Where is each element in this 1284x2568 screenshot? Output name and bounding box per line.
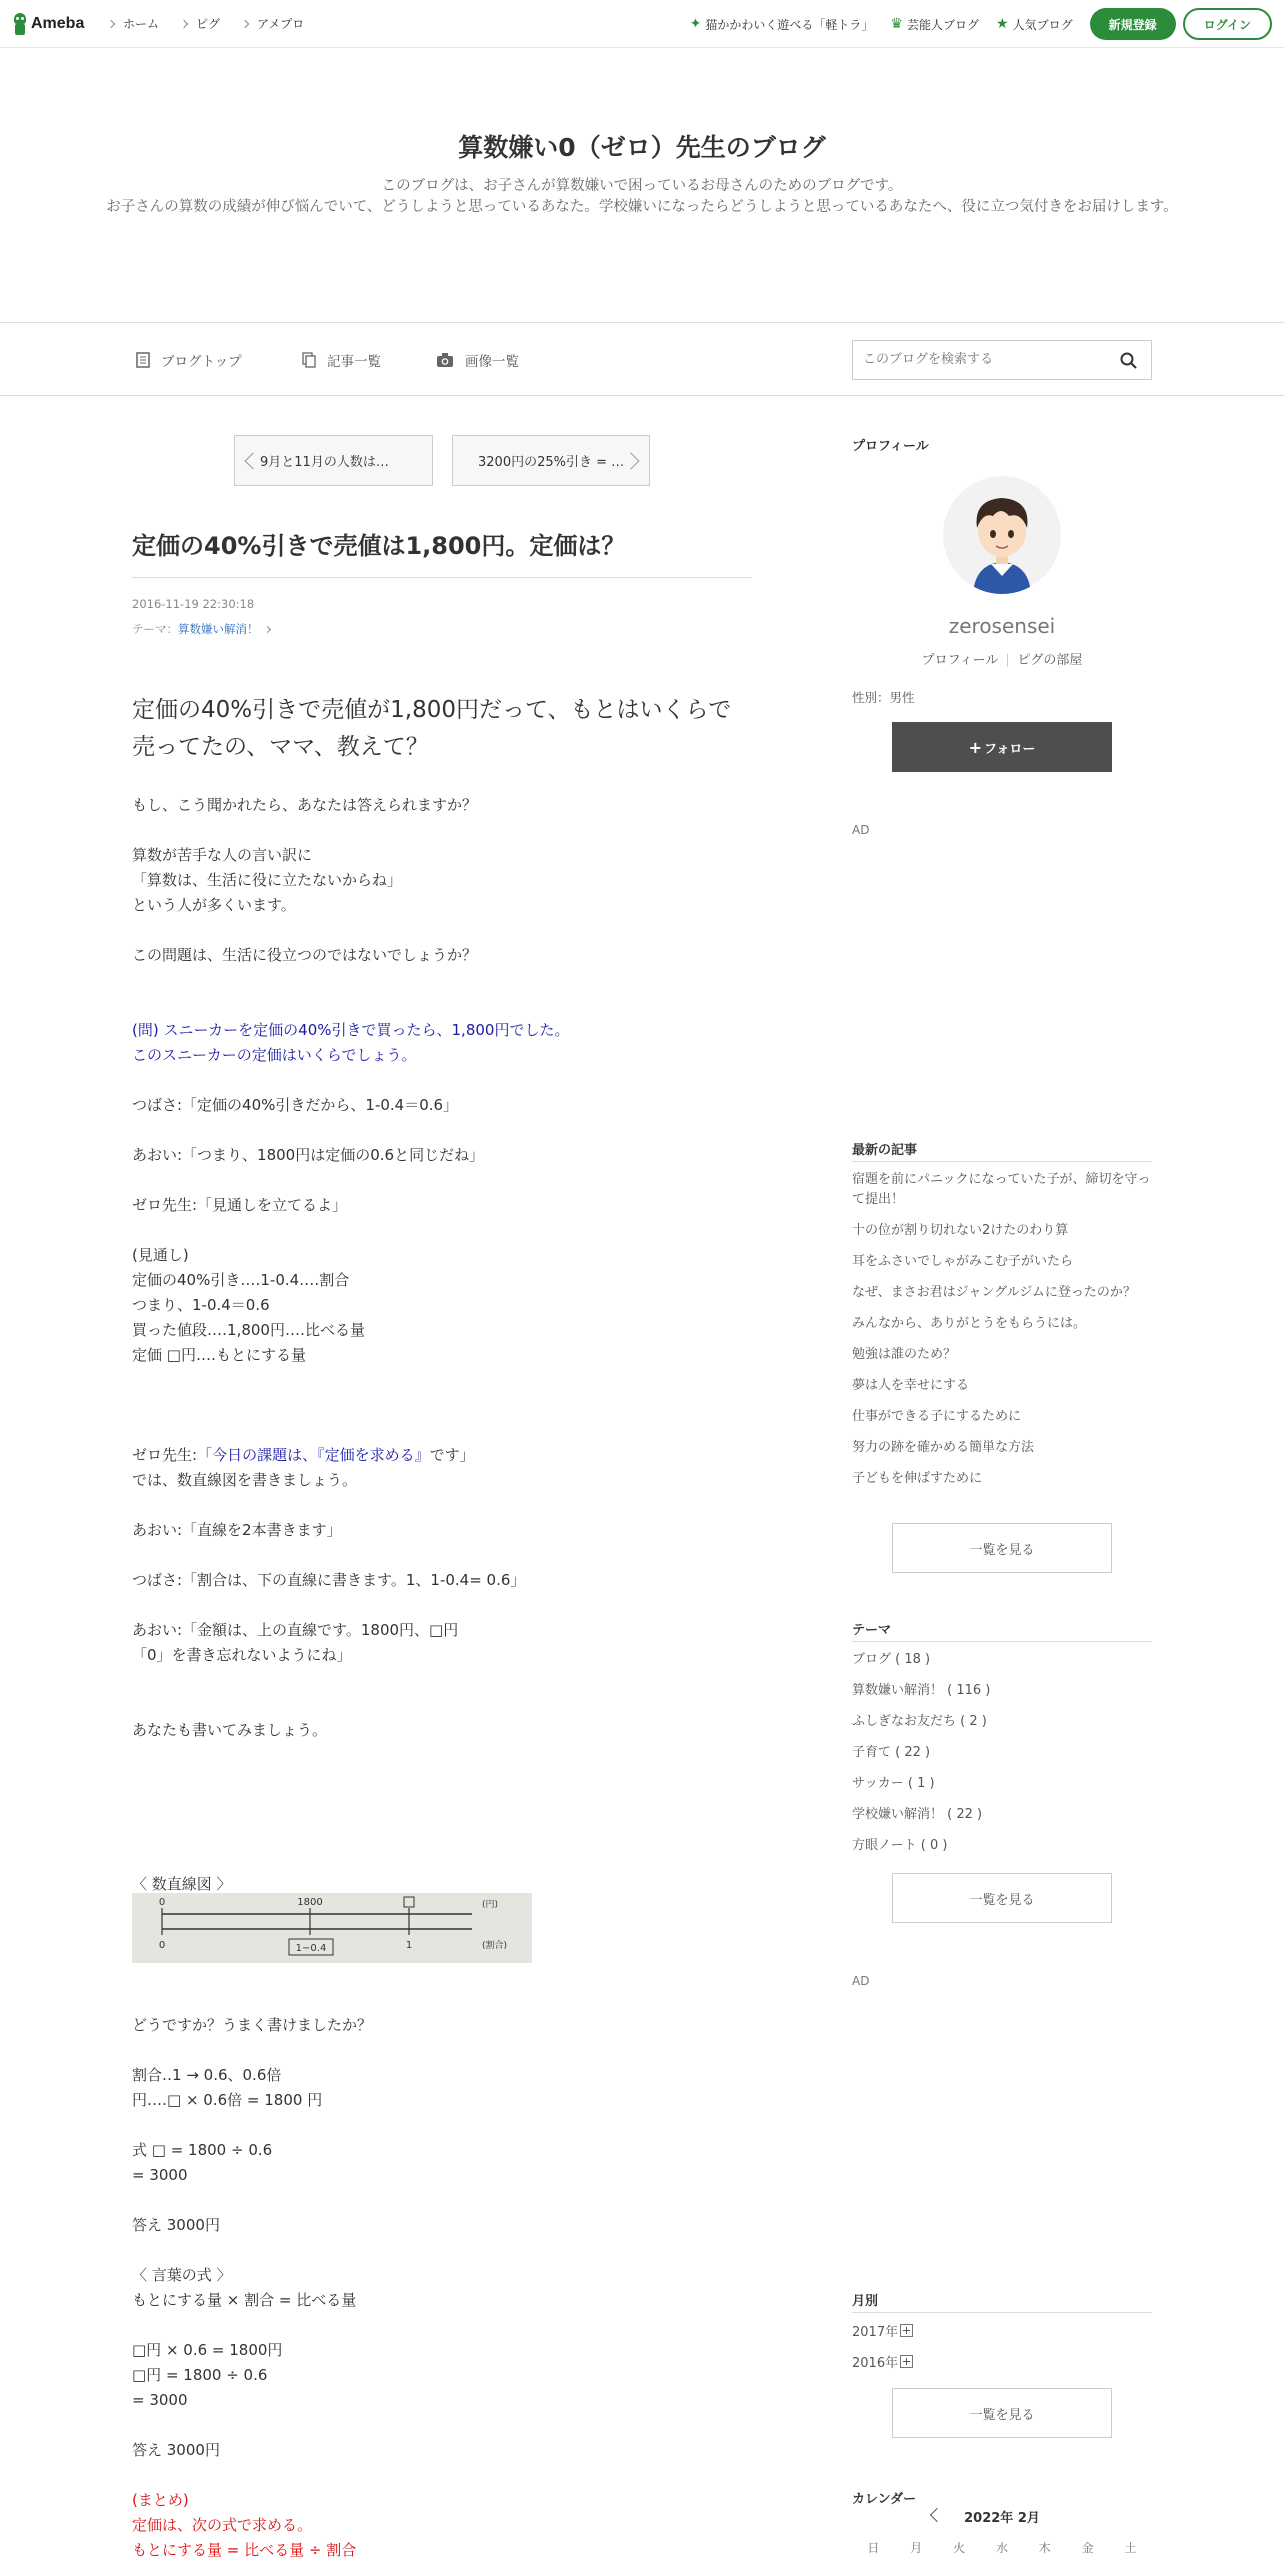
paragraph: ゼロ先生:「見通しを立てるよ」 — [132, 1196, 348, 1214]
blog-header — [0, 48, 1284, 323]
theme-link[interactable]: 方眼ノート ( 0 ) — [852, 1838, 948, 1853]
highlight-text: 今日の課題は、『定価を求める』 — [212, 1446, 430, 1464]
weekday: 木 — [1038, 2541, 1051, 2555]
profile-links — [852, 649, 1152, 668]
celebrity-blog-label: 芸能人ブログ — [906, 17, 979, 32]
plus-icon: + — [968, 737, 983, 757]
theme-link[interactable]: ふしぎなお友だち ( 2 ) — [852, 1714, 987, 1729]
bottom-zero: 0 — [158, 1940, 166, 1951]
month-see-all-button[interactable]: 一覧を見る — [892, 2388, 1112, 2438]
blog-description-line: このブログは、お子さんが算数嫌いで困っているお母さんのためのブログです。 — [381, 178, 903, 194]
logo-text: Ameba — [31, 15, 85, 32]
chevron-right-icon — [623, 453, 640, 470]
calendar-heading: カレンダー — [852, 2492, 917, 2507]
calendar-month: 2022年 2月 — [964, 2511, 1040, 2526]
calendar-weekdays — [852, 2539, 1152, 2556]
profile-link[interactable]: プロフィール — [921, 653, 999, 668]
document-icon — [136, 352, 150, 368]
weekday: 土 — [1124, 2541, 1137, 2555]
global-nav — [108, 15, 326, 32]
blog-description-line: お子さんの算数の成績が伸び悩んでいて、どうしようと思っているあなた。学校嫌いになったらどうしようと思っているあなたへ、役に立つ気付きをお届けします。 — [106, 199, 1178, 215]
month-2016[interactable] — [852, 2352, 913, 2371]
blog-search-input[interactable] — [863, 352, 1103, 367]
recent-entry-link[interactable]: 耳をふさいでしゃがみこむ子がいたら — [852, 1254, 1074, 1269]
recent-entry-link[interactable]: 夢は人を幸せにする — [852, 1378, 970, 1393]
nav-link-pig[interactable] — [181, 15, 220, 32]
unknown-box — [404, 1897, 414, 1907]
paragraph: 式 □ = 1800 ÷ 0.6 = 3000 — [132, 2141, 273, 2184]
divider — [132, 577, 752, 578]
blog-top-label: ブログトップ — [161, 354, 242, 370]
chevron-right-icon — [180, 19, 188, 27]
figure-label: 〈 数直線図 〉 — [132, 1875, 232, 1893]
paragraph: つばさ:「定価の40%引きだから、1-0.4＝0.6」 — [132, 1096, 459, 1114]
entry-title[interactable]: 定価の40%引きで売値は1,800円。定価は？ — [132, 532, 626, 560]
theme-see-all-button[interactable]: 一覧を見る — [892, 1873, 1112, 1923]
theme-link[interactable]: 算数嫌い解消！ ( 116 ) — [852, 1683, 991, 1698]
crown-icon: ♛ — [890, 16, 903, 32]
next-entry-link[interactable] — [452, 435, 650, 486]
profile-name[interactable]: zerosensei — [948, 614, 1056, 638]
popular-blog-link[interactable] — [996, 16, 1073, 33]
chevron-right-icon — [241, 19, 249, 27]
bottom-unit: (割合) — [482, 1941, 508, 1951]
popular-blog-label: 人気ブログ — [1012, 17, 1073, 32]
paragraph: 算数が苦手な人の言い訳に 「算数は、生活に役に立たないからね」 という人が多くいます。 — [132, 846, 403, 914]
entry-list-label: 記事一覧 — [327, 354, 381, 370]
month-heading: 月別 — [852, 2294, 879, 2309]
pig-room-link[interactable]: ピグの部屋 — [1017, 653, 1083, 668]
paragraph — [132, 1418, 752, 1468]
login-button[interactable]: ログイン — [1183, 8, 1272, 40]
paragraph: あおい:「金額は、上の直線です。1800円、□円 「0」を書き忘れないようにね」 — [132, 1621, 459, 1664]
text-span: です」 — [429, 1446, 475, 1464]
blog-top-link[interactable] — [136, 350, 242, 370]
next-entry-label: 3200円の25%引き = … — [478, 455, 625, 470]
ameba-logo-icon — [12, 13, 28, 35]
weekday: 水 — [995, 2541, 1008, 2555]
weekday: 火 — [953, 2541, 966, 2555]
theme-heading: テーマ — [852, 1623, 892, 1638]
theme-list — [852, 1650, 1152, 1867]
avatar[interactable] — [943, 476, 1061, 594]
profile-heading: プロフィール — [852, 439, 929, 454]
blog-title[interactable]: 算数嫌い0（ゼロ）先生のブログ — [458, 133, 826, 162]
prev-entry-label: 9月と11月の人数は… — [260, 455, 389, 470]
chevron-right-icon — [107, 19, 115, 27]
theme-link[interactable]: サッカー ( 1 ) — [852, 1776, 935, 1791]
recent-heading: 最新の記事 — [852, 1143, 918, 1158]
paragraph: もし、こう聞かれたら、あなたは答えられますか？ — [132, 796, 478, 814]
nav-link-amepro[interactable] — [242, 15, 304, 32]
expand-icon[interactable] — [900, 2324, 913, 2337]
text-span: ゼロ先生:「 — [132, 1446, 213, 1464]
paragraph: どうですか？うまく書けましたか？ — [132, 2016, 373, 2034]
promo-link-label: 猫かかわいく遊べる「軽トラ」 — [705, 17, 874, 32]
top-value: 1800 — [297, 1897, 323, 1908]
recent-list — [852, 1170, 1152, 1500]
blog-description — [75, 176, 1209, 218]
image-list-label: 画像一覧 — [465, 354, 519, 370]
paragraph: この問題は、生活に役立つのではないでしょうか？ — [132, 946, 478, 964]
paragraph: □円 × 0.6 = 1800円 □円 = 1800 ÷ 0.6 = 3000 — [132, 2341, 283, 2409]
top-zero: 0 — [158, 1897, 166, 1908]
chevron-left-icon — [245, 453, 262, 470]
nav-link-home[interactable] — [108, 15, 159, 32]
image-list-link[interactable] — [436, 350, 519, 370]
recent-entry-link[interactable]: 努力の跡を確かめる簡単な方法 — [852, 1440, 1035, 1455]
search-icon[interactable] — [1120, 352, 1137, 369]
copy-icon — [302, 352, 316, 368]
recent-entry-link[interactable]: 十の位が割り切れない2けたのわり算 — [852, 1223, 1069, 1238]
ad-label: AD — [852, 1974, 870, 1988]
divider — [852, 1161, 1152, 1162]
profile-gender: 性別：男性 — [852, 690, 915, 705]
theme-link[interactable]: 学校嫌い解消！ ( 22 ) — [852, 1807, 983, 1822]
month-label: 2017年 — [852, 2325, 899, 2340]
global-header — [0, 0, 1284, 48]
number-line-figure[interactable] — [132, 1893, 532, 1963]
recent-entry-link[interactable]: 宿題を前にパニックになっていた子が、締切を守って提出！ — [852, 1172, 1151, 1207]
recent-see-all-button[interactable]: 一覧を見る — [892, 1523, 1112, 1573]
paragraph: では、数直線図を書きましょう。 — [132, 1471, 358, 1489]
divider — [852, 1641, 1152, 1642]
nav-link-label: ピグ — [196, 17, 221, 31]
top-unit: (円) — [482, 1900, 499, 1910]
nav-link-label: アメプロ — [257, 17, 305, 31]
camera-icon — [436, 352, 454, 368]
divider — [852, 2312, 1152, 2313]
entry-date: 2016-11-19 22:30:18 — [132, 597, 255, 611]
entry-theme-prefix: テーマ： — [132, 622, 178, 636]
nav-link-label: ホーム — [123, 17, 160, 31]
weekday: 金 — [1081, 2541, 1094, 2555]
question-text: (問) スニーカーを定価の40%引きで買ったら、1,800円でした。 このスニーカーの定価はいくらでしょう。 — [132, 1021, 570, 1064]
paragraph: 答え 3000円 — [132, 2441, 220, 2459]
entry-theme — [132, 621, 279, 637]
celebrity-blog-link[interactable] — [890, 16, 979, 33]
promo-link-kei-tora[interactable] — [690, 16, 874, 33]
follow-label: フォロー — [984, 741, 1036, 757]
theme-link[interactable]: ブログ ( 18 ) — [852, 1652, 931, 1667]
paragraph: あおい:「つまり、1800円は定価の0.6と同じだね」 — [132, 1146, 485, 1164]
month-label: 2016年 — [852, 2356, 899, 2371]
paragraph: つばさ:「割合は、下の直線に書きます。1、1-0.4= 0.6」 — [132, 1571, 526, 1589]
weekday: 日 — [867, 2541, 880, 2555]
number-line-diagram — [132, 1893, 532, 1963]
recent-entry-link[interactable]: 仕事ができる子にするために — [852, 1409, 1022, 1424]
follow-button[interactable] — [892, 722, 1112, 772]
recent-entry-link[interactable]: 勉強は誰のため？ — [852, 1347, 957, 1362]
register-button[interactable]: 新規登録 — [1090, 8, 1176, 40]
theme-link[interactable]: 子育て ( 22 ) — [852, 1745, 931, 1760]
chevron-right-icon — [263, 625, 270, 632]
bottom-one: 1 — [405, 1940, 413, 1951]
ameba-logo[interactable] — [12, 12, 84, 36]
entry-list-link[interactable] — [302, 350, 381, 370]
prev-entry-link[interactable] — [234, 435, 433, 486]
paragraph: 割合‥1 → 0.6、0.6倍 円‥‥□ × 0.6倍 = 1800 円 — [132, 2066, 323, 2109]
ratio-label: 1−0.4 — [295, 1943, 327, 1954]
blog-search-box — [852, 340, 1152, 380]
star-icon: ★ — [996, 16, 1009, 32]
recent-entry-link[interactable]: みんなから、ありがとうをもらうには。 — [852, 1316, 1087, 1331]
expand-icon[interactable] — [900, 2355, 913, 2368]
paragraph: 〈 言葉の式 〉 もとにする量 × 割合 = 比べる量 — [132, 2266, 357, 2309]
paragraph: あなたも書いてみましょう。 — [132, 1721, 328, 1739]
star-icon: ✦ — [689, 16, 702, 32]
paragraph: (見通し) 定価の40%引き‥‥1-0.4‥‥割合 つまり、1-0.4＝0.6 買った値段‥‥1,800円‥‥比べる量 定価 □円‥‥もとにする量 — [132, 1246, 365, 1364]
paragraph: あおい:「直線を2本書きます」 — [132, 1521, 342, 1539]
separator — [1007, 654, 1008, 667]
month-2017[interactable] — [852, 2321, 913, 2340]
weekday: 月 — [910, 2541, 923, 2555]
paragraph: 答え 3000円 — [132, 2216, 220, 2234]
summary-text: (まとめ) 定価は、次の式で求める。 もとにする量 = 比べる量 ÷ 割合 — [132, 2491, 357, 2559]
avatar-image — [943, 476, 1061, 594]
recent-entry-link[interactable]: なぜ、まさお君はジャングルジムに登ったのか？ — [852, 1285, 1136, 1300]
blog-nav — [0, 323, 1284, 396]
header-actions — [690, 8, 1272, 40]
article-heading: 定価の40%引きで売値が1,800円だって、もとはいくらで売ってたの、ママ、教えて？ — [132, 697, 732, 760]
entry-theme-link[interactable]: 算数嫌い解消！ — [178, 622, 259, 636]
recent-entry-link[interactable]: 子どもを伸ばすために — [852, 1471, 983, 1486]
ad-label: AD — [852, 823, 870, 837]
